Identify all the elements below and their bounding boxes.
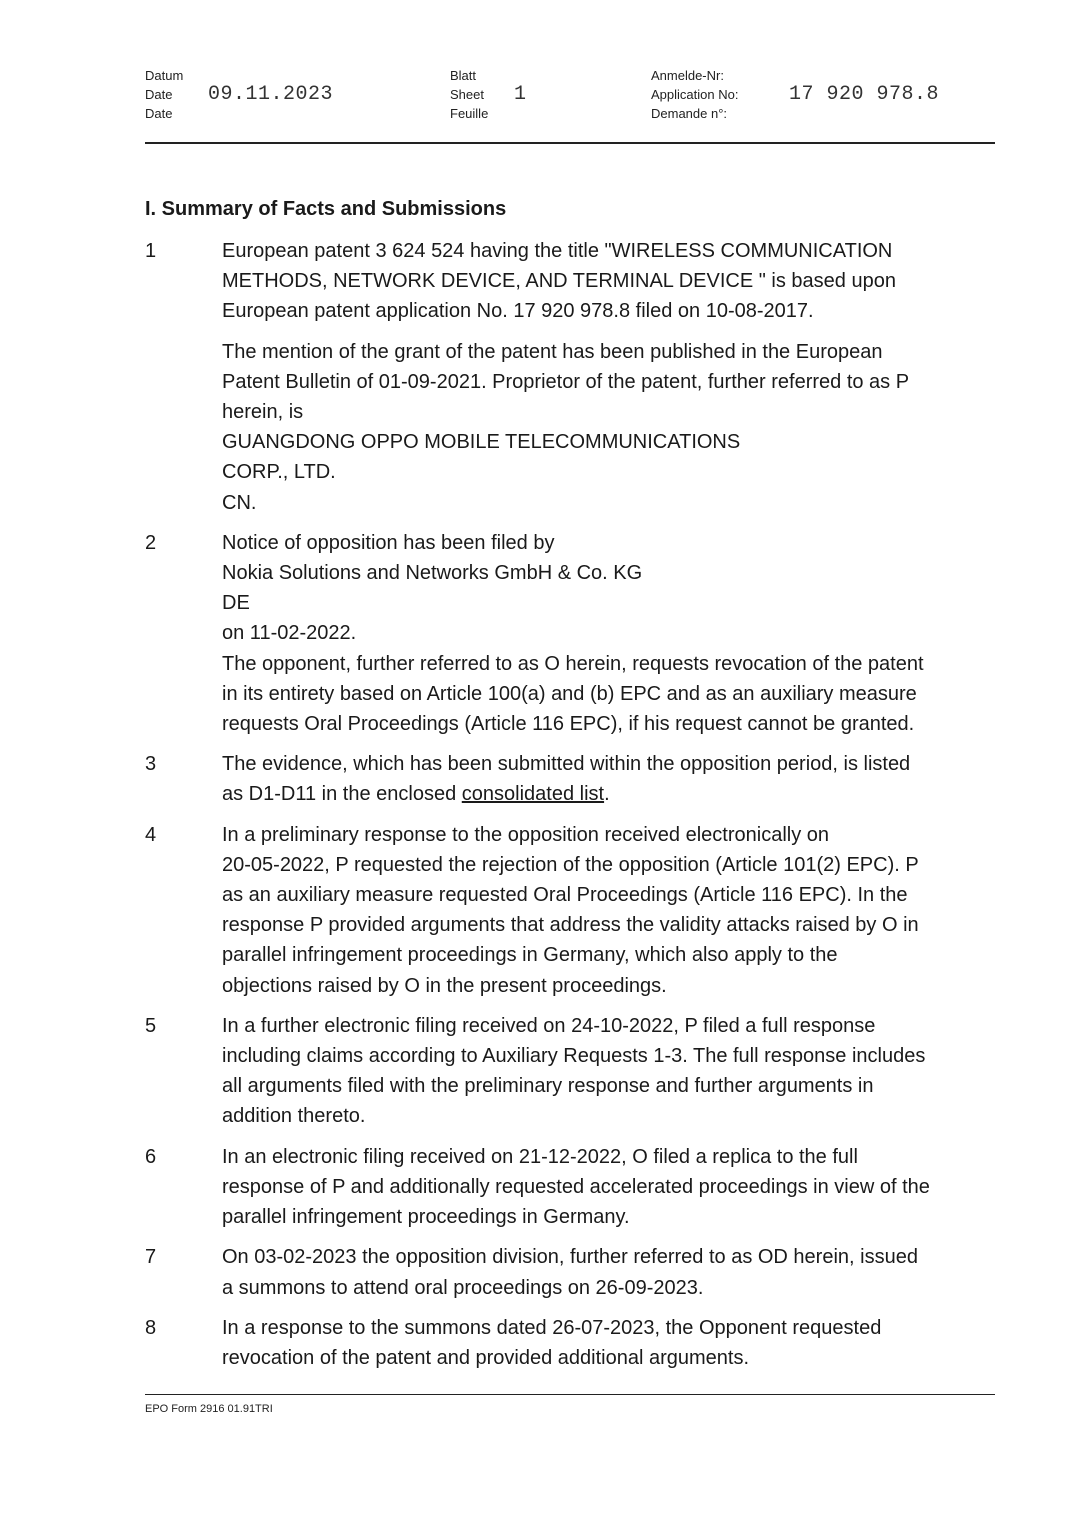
item-number: 6 xyxy=(145,1145,157,1168)
text-line: in its entirety based on Article 100(a) and (b) EPC and as an auxiliary measure xyxy=(222,682,917,705)
text-line: 20-05-2022, P requested the rejection of the opposition (Article 101(2) EPC). P xyxy=(222,853,919,876)
application-labels xyxy=(651,66,738,123)
item-paragraph xyxy=(222,236,1000,327)
sheet-label-en: Sheet xyxy=(450,87,484,102)
header-divider xyxy=(145,142,995,144)
text-line: requests Oral Proceedings (Article 116 EPC), if his request cannot be granted. xyxy=(222,713,915,736)
item-number: 7 xyxy=(145,1246,157,1269)
text-line: In a preliminary response to the opposition received electronically on xyxy=(222,823,830,846)
sheet-labels xyxy=(450,66,488,123)
sheet-label-de: Blatt xyxy=(450,68,477,83)
item-paragraph xyxy=(222,1313,1000,1373)
item-number: 5 xyxy=(145,1014,157,1037)
sheet-label-fr: Feuille xyxy=(450,106,489,121)
text-line: as an auxiliary measure requested Oral Proceedings (Article 116 EPC). In the xyxy=(222,884,908,907)
date-label-en: Date xyxy=(145,87,173,102)
date-label-fr: Date xyxy=(145,106,173,121)
text-line: In a response to the summons dated 26-07-2023, the Opponent requested xyxy=(222,1316,882,1339)
text-line: Notice of opposition has been filed by xyxy=(222,531,555,554)
text-line xyxy=(222,779,1000,809)
list-item xyxy=(145,528,1000,739)
text-line: including claims according to Auxiliary Requests 1-3. The full response includes xyxy=(222,1045,926,1068)
list-item xyxy=(145,820,1000,1001)
list-item xyxy=(145,749,1000,809)
sheet-value: 1 xyxy=(514,83,527,106)
date-label-de: Datum xyxy=(145,68,184,83)
text-segment: . xyxy=(604,783,610,806)
item-paragraph xyxy=(222,528,1000,739)
text-segment: as D1-D11 in the enclosed xyxy=(222,783,462,806)
text-line: DE xyxy=(222,592,250,615)
date-value: 09.11.2023 xyxy=(208,83,334,106)
text-line: The opponent, further referred to as O herein, requests revocation of the patent xyxy=(222,652,924,675)
text-line: addition thereto. xyxy=(222,1105,366,1128)
text-line: European patent application No. 17 920 978.8 filed on 10-08-2017. xyxy=(222,300,814,323)
facts-list xyxy=(145,236,1000,1383)
text-line: In an electronic filing received on 21-12-2022, O filed a replica to the full xyxy=(222,1145,858,1168)
text-line: objections raised by O in the present proceedings. xyxy=(222,974,667,997)
item-paragraph xyxy=(222,1242,1000,1302)
item-paragraph xyxy=(222,1142,1000,1233)
item-number: 4 xyxy=(145,823,157,846)
application-label-fr: Demande n°: xyxy=(651,106,728,121)
consolidated-list-link[interactable]: consolidated list xyxy=(461,783,605,806)
text-line: GUANGDONG OPPO MOBILE TELECOMMUNICATIONS xyxy=(222,431,741,454)
application-number: 17 920 978.8 xyxy=(789,83,940,106)
text-line: herein, is xyxy=(222,401,304,424)
text-line: Nokia Solutions and Networks GmbH & Co. KG xyxy=(222,562,643,585)
text-line: In a further electronic filing received on 24-10-2022, P filed a full response xyxy=(222,1014,876,1037)
application-label-de: Anmelde-Nr: xyxy=(651,68,724,83)
section-title: I. Summary of Facts and Submissions xyxy=(145,198,507,220)
item-number: 3 xyxy=(145,753,157,776)
text-line: revocation of the patent and provided additional arguments. xyxy=(222,1346,750,1369)
footer-divider xyxy=(145,1394,995,1395)
item-paragraph xyxy=(222,1011,1000,1132)
list-item xyxy=(145,1242,1000,1302)
text-line: response of P and additionally requested accelerated proceedings in view of the xyxy=(222,1175,930,1198)
text-line: parallel infringement proceedings in Germany. xyxy=(222,1206,630,1229)
list-item xyxy=(145,236,1000,518)
text-line: CORP., LTD. xyxy=(222,461,336,484)
text-line: On 03-02-2023 the opposition division, further referred to as OD herein, issued xyxy=(222,1246,918,1269)
item-number: 1 xyxy=(145,240,157,262)
text-line: European patent 3 624 524 having the title "WIRELESS COMMUNICATION xyxy=(222,240,893,262)
text-line: on 11-02-2022. xyxy=(222,622,357,645)
text-line: Patent Bulletin of 01-09-2021. Proprietor of the patent, further referred to as P xyxy=(222,370,910,393)
item-paragraph xyxy=(222,820,1000,1001)
text-line: a summons to attend oral proceedings on 26-09-2023. xyxy=(222,1276,704,1299)
item-paragraph xyxy=(222,749,1000,809)
item-number: 8 xyxy=(145,1316,157,1339)
text-line: response P provided arguments that address the validity attacks raised by O in xyxy=(222,914,919,937)
text-line: parallel infringement proceedings in Germany, which also apply to the xyxy=(222,944,838,967)
item-paragraph xyxy=(222,337,1000,518)
text-line: all arguments filed with the preliminary response and further arguments in xyxy=(222,1075,874,1098)
list-item xyxy=(145,1011,1000,1132)
form-footer: EPO Form 2916 01.91TRI xyxy=(145,1403,273,1415)
text-line: CN. xyxy=(222,491,257,514)
application-label-en: Application No: xyxy=(651,87,739,102)
text-line: The mention of the grant of the patent has been published in the European xyxy=(222,340,883,363)
text-line: METHODS, NETWORK DEVICE, AND TERMINAL DEVICE " is based upon xyxy=(222,270,896,293)
text-line: The evidence, which has been submitted within the opposition period, is listed xyxy=(222,753,911,776)
date-labels xyxy=(145,66,183,123)
list-item xyxy=(145,1142,1000,1233)
list-item xyxy=(145,1313,1000,1373)
item-number: 2 xyxy=(145,531,157,554)
